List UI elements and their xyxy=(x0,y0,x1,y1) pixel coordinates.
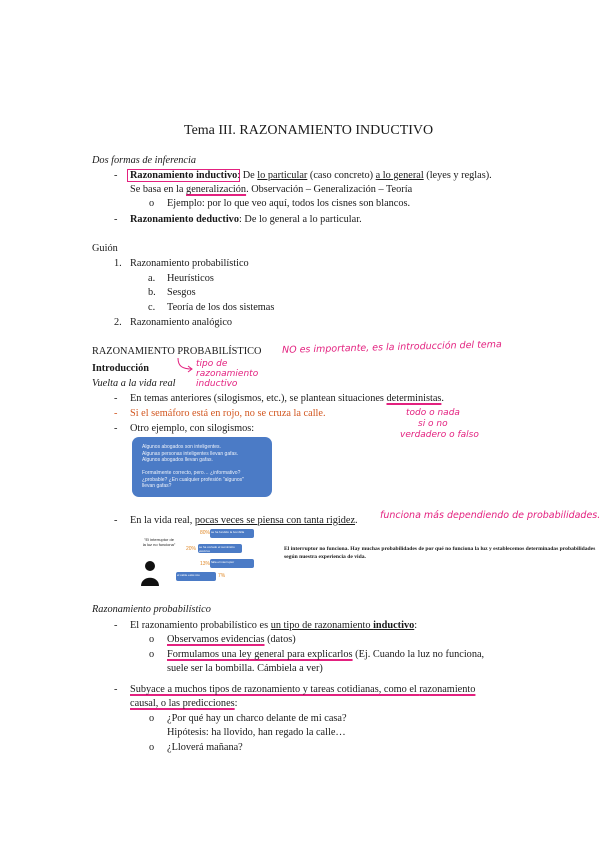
handwritten-probabilidades: funciona más dependiendo de probabilidades. xyxy=(380,510,601,521)
section-heading-rp: Razonamiento probabilístico xyxy=(92,604,211,615)
syllogism-line: Algunos abogados son inteligentes. xyxy=(142,444,221,450)
term-inductivo: Razonamiento inductivo xyxy=(127,169,240,182)
bullet-tipo-inductivo: El razonamiento probabilístico es un tipo de razonamiento inductivo: xyxy=(130,620,418,631)
subheading-vuelta: Vuelta a la vida real xyxy=(92,378,176,389)
bullet-dash: - xyxy=(114,214,118,225)
sub-formulamos-line2: suele ser la bombilla. Cámbiela a ver) xyxy=(167,663,323,674)
list-number: 2. xyxy=(114,317,122,328)
sub-bullet-circle: o xyxy=(149,742,155,753)
bullet-vida-real: En la vida real, pocas veces se piensa con tanta rigidez. xyxy=(130,515,358,526)
diagram-question: "El interruptor de la luz no funciona" xyxy=(142,537,176,547)
handwritten-note-tipo: tipo de razonamiento inductivo xyxy=(196,359,259,389)
syllogism-example-box xyxy=(132,437,272,497)
bullet-dash: - xyxy=(114,423,118,434)
bullet-dash: - xyxy=(114,170,118,181)
item-inductivo-line2: Se basa en la generalización. Observación – Generalización – Teoría xyxy=(130,184,413,195)
diagram-caption: El interruptor no funciona. Hay muchas probabilidades de por qué no funciona la luz y establecemos determinadas probabilidades según nuestra experiencia de vida. xyxy=(284,546,596,560)
hypothesis-charco: Hipótesis: ha llovido, han regado la calle… xyxy=(167,727,346,738)
sub-bullet-circle: o xyxy=(149,713,155,724)
handwritten-si-no: si o no xyxy=(418,419,448,429)
list-number: 1. xyxy=(114,258,122,269)
bullet-dash: - xyxy=(114,393,118,404)
sub-observamos: Observamos evidencias (datos) xyxy=(167,634,296,645)
handwritten-todo-nada: todo o nada xyxy=(406,408,460,418)
guion-item-1: Razonamiento probabilístico xyxy=(130,258,249,269)
bullet-dash: - xyxy=(114,408,118,419)
bullet-dash: - xyxy=(114,515,118,526)
handwritten-arrow-icon xyxy=(174,356,196,374)
syllogism-text xyxy=(142,444,262,490)
sub-bullet-circle: o xyxy=(149,634,155,645)
bullet-deterministas: En temas anteriores (silogismos, etc.), se plantean situaciones deterministas. xyxy=(130,393,444,404)
syllogism-line: Formalmente correcto, pero… ¿informativo? xyxy=(142,470,241,476)
guion-item-b: Sesgos xyxy=(167,287,196,298)
sub-bullet-circle: o xyxy=(149,649,155,660)
section-heading-inferencia: Dos formas de inferencia xyxy=(92,155,197,166)
person-icon xyxy=(140,560,160,586)
page-title: Tema III. RAZONAMIENTO INDUCTIVO xyxy=(184,123,434,138)
item-inductivo: Razonamiento inductivo: De lo particular (caso concreto) a lo general (leyes y reglas). xyxy=(130,169,492,182)
list-letter: b. xyxy=(148,287,156,298)
handwritten-verdadero-falso: verdadero o falso xyxy=(400,430,479,440)
sub-formulamos: Formulamos una ley general para explicarlos (Ej. Cuando la luz no funciona, xyxy=(167,649,485,660)
syllogism-line: Algunas personas inteligentes llevan gafas. xyxy=(142,450,239,457)
light-switch-diagram: "El interruptor de la luz no funciona" 80% 20% 13% 7% se ha fundido la bombilla se ha cortado el suministro eléctrico falla el interruptor el cable está roto xyxy=(130,528,280,590)
guion-item-c: Teoría de los dos sistemas xyxy=(167,302,275,313)
subheading-introduccion: Introducción xyxy=(92,363,150,374)
bullet-dash: - xyxy=(114,620,118,631)
syllogism-line: llevan gafas? xyxy=(142,483,172,489)
example-cisnes: Ejemplo: por lo que veo aquí, todos los cisnes son blancos. xyxy=(167,198,411,209)
section-heading-probabilistico: RAZONAMIENTO PROBABILÍSTICO xyxy=(92,346,262,357)
guion-item-a: Heurísticos xyxy=(167,273,214,284)
bullet-dash: - xyxy=(114,684,118,695)
bullet-subyace-line2: causal, o las predicciones: xyxy=(130,698,238,709)
syllogism-line: ¿probable? ¿En cualquier profesión "algunos" xyxy=(142,476,244,483)
question-llovera: ¿Lloverá mañana? xyxy=(167,742,243,753)
list-letter: a. xyxy=(148,273,156,284)
syllogism-line: Algunos abogados llevan gafas. xyxy=(142,457,213,463)
item-deductivo: Razonamiento deductivo: De lo general a lo particular. xyxy=(130,214,362,225)
guion-item-2: Razonamiento analógico xyxy=(130,317,233,328)
sub-bullet-circle: o xyxy=(149,198,155,209)
guion-heading: Guión xyxy=(92,243,118,254)
question-charco: ¿Por qué hay un charco delante de mi casa? xyxy=(167,713,347,724)
bullet-subyace: Subyace a muchos tipos de razonamiento y tareas cotidianas, como el razonamiento xyxy=(130,684,476,695)
list-letter: c. xyxy=(148,302,156,313)
bullet-silogismos: Otro ejemplo, con silogismos: xyxy=(130,423,255,434)
bullet-semaforo: Si el semáforo está en rojo, no se cruza la calle. xyxy=(130,408,326,419)
handwritten-note-not-important: NO es importante, es la introducción del tema xyxy=(281,339,502,356)
